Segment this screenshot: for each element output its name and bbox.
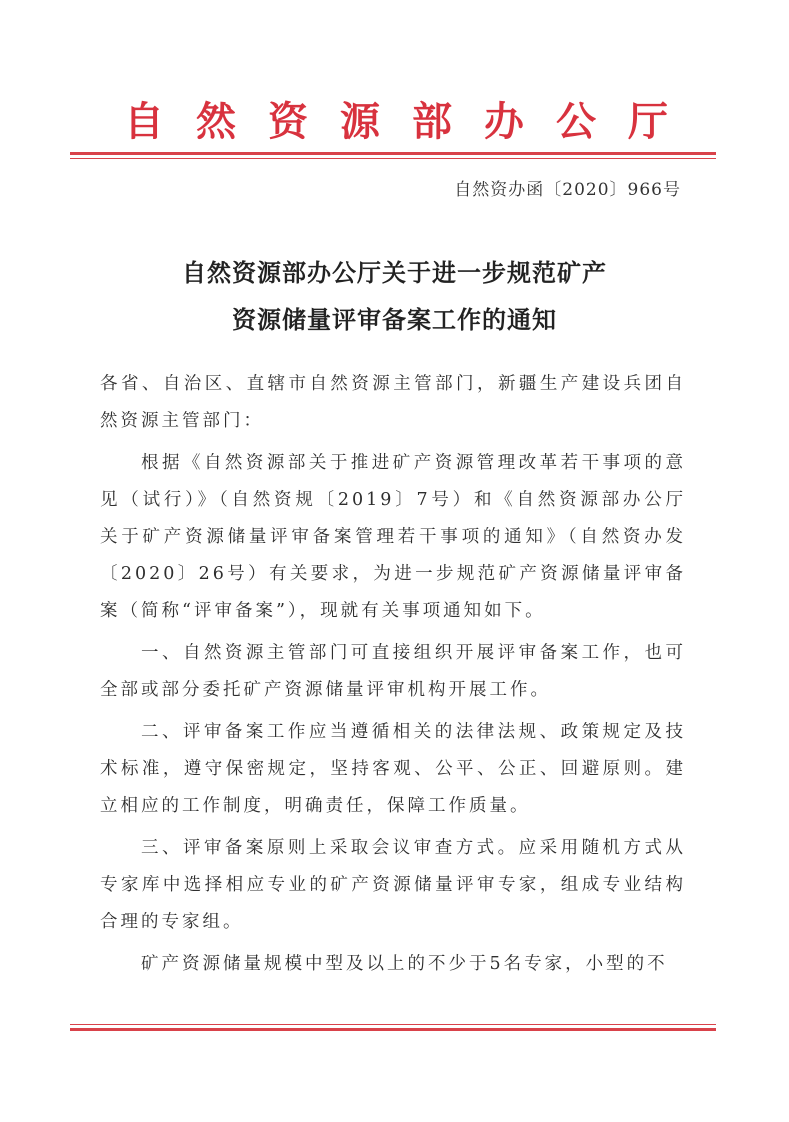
footer-rule-thick — [70, 1028, 716, 1031]
addressees: 各省、自治区、直辖市自然资源主管部门，新疆生产建设兵团自然资源主管部门： — [100, 374, 686, 431]
document-title-line-1: 自然资源部办公厅关于进一步规范矿产 — [182, 258, 607, 287]
document-title-line-2: 资源储量评审备案工作的通知 — [232, 305, 557, 334]
paragraph-item-3: 三、评审备案原则上采取会议审查方式。应采用随机方式从专家库中选择相应专业的矿产资源储量评审专家，组成专业结构合理的专家组。 — [100, 838, 686, 932]
header-rule-thin — [70, 158, 716, 159]
issuing-org-header: 自然资源部办公厅 — [124, 98, 700, 145]
document-number: 自然资办函〔2020〕966号 — [454, 180, 681, 200]
header-rule-thick — [70, 152, 716, 155]
paragraph-basis: 根据《自然资源部关于推进矿产资源管理改革若干事项的意见（试行）》（自然资规〔2019〕7号）和《自然资源部办公厅关于矿产资源储量评审备案管理若干事项的通知》（自然资办发〔2020〕26号）有关要求，为进一步规范矿产资源储量评审备案（简称“评审备案”），现就有关事项通知如下。 — [100, 453, 686, 621]
paragraph-item-1: 一、自然资源主管部门可直接组织开展评审备案工作，也可全部或部分委托矿产资源储量评审机构开展工作。 — [100, 643, 686, 700]
document-body — [100, 366, 686, 983]
paragraph-experts: 矿产资源储量规模中型及以上的不少于5名专家，小型的不 — [141, 954, 668, 974]
paragraph-item-2: 二、评审备案工作应当遵循相关的法律法规、政策规定及技术标准，遵守保密规定，坚持客观、公平、公正、回避原则。建立相应的工作制度，明确责任，保障工作质量。 — [100, 722, 686, 816]
footer-rule-thin — [70, 1024, 716, 1025]
